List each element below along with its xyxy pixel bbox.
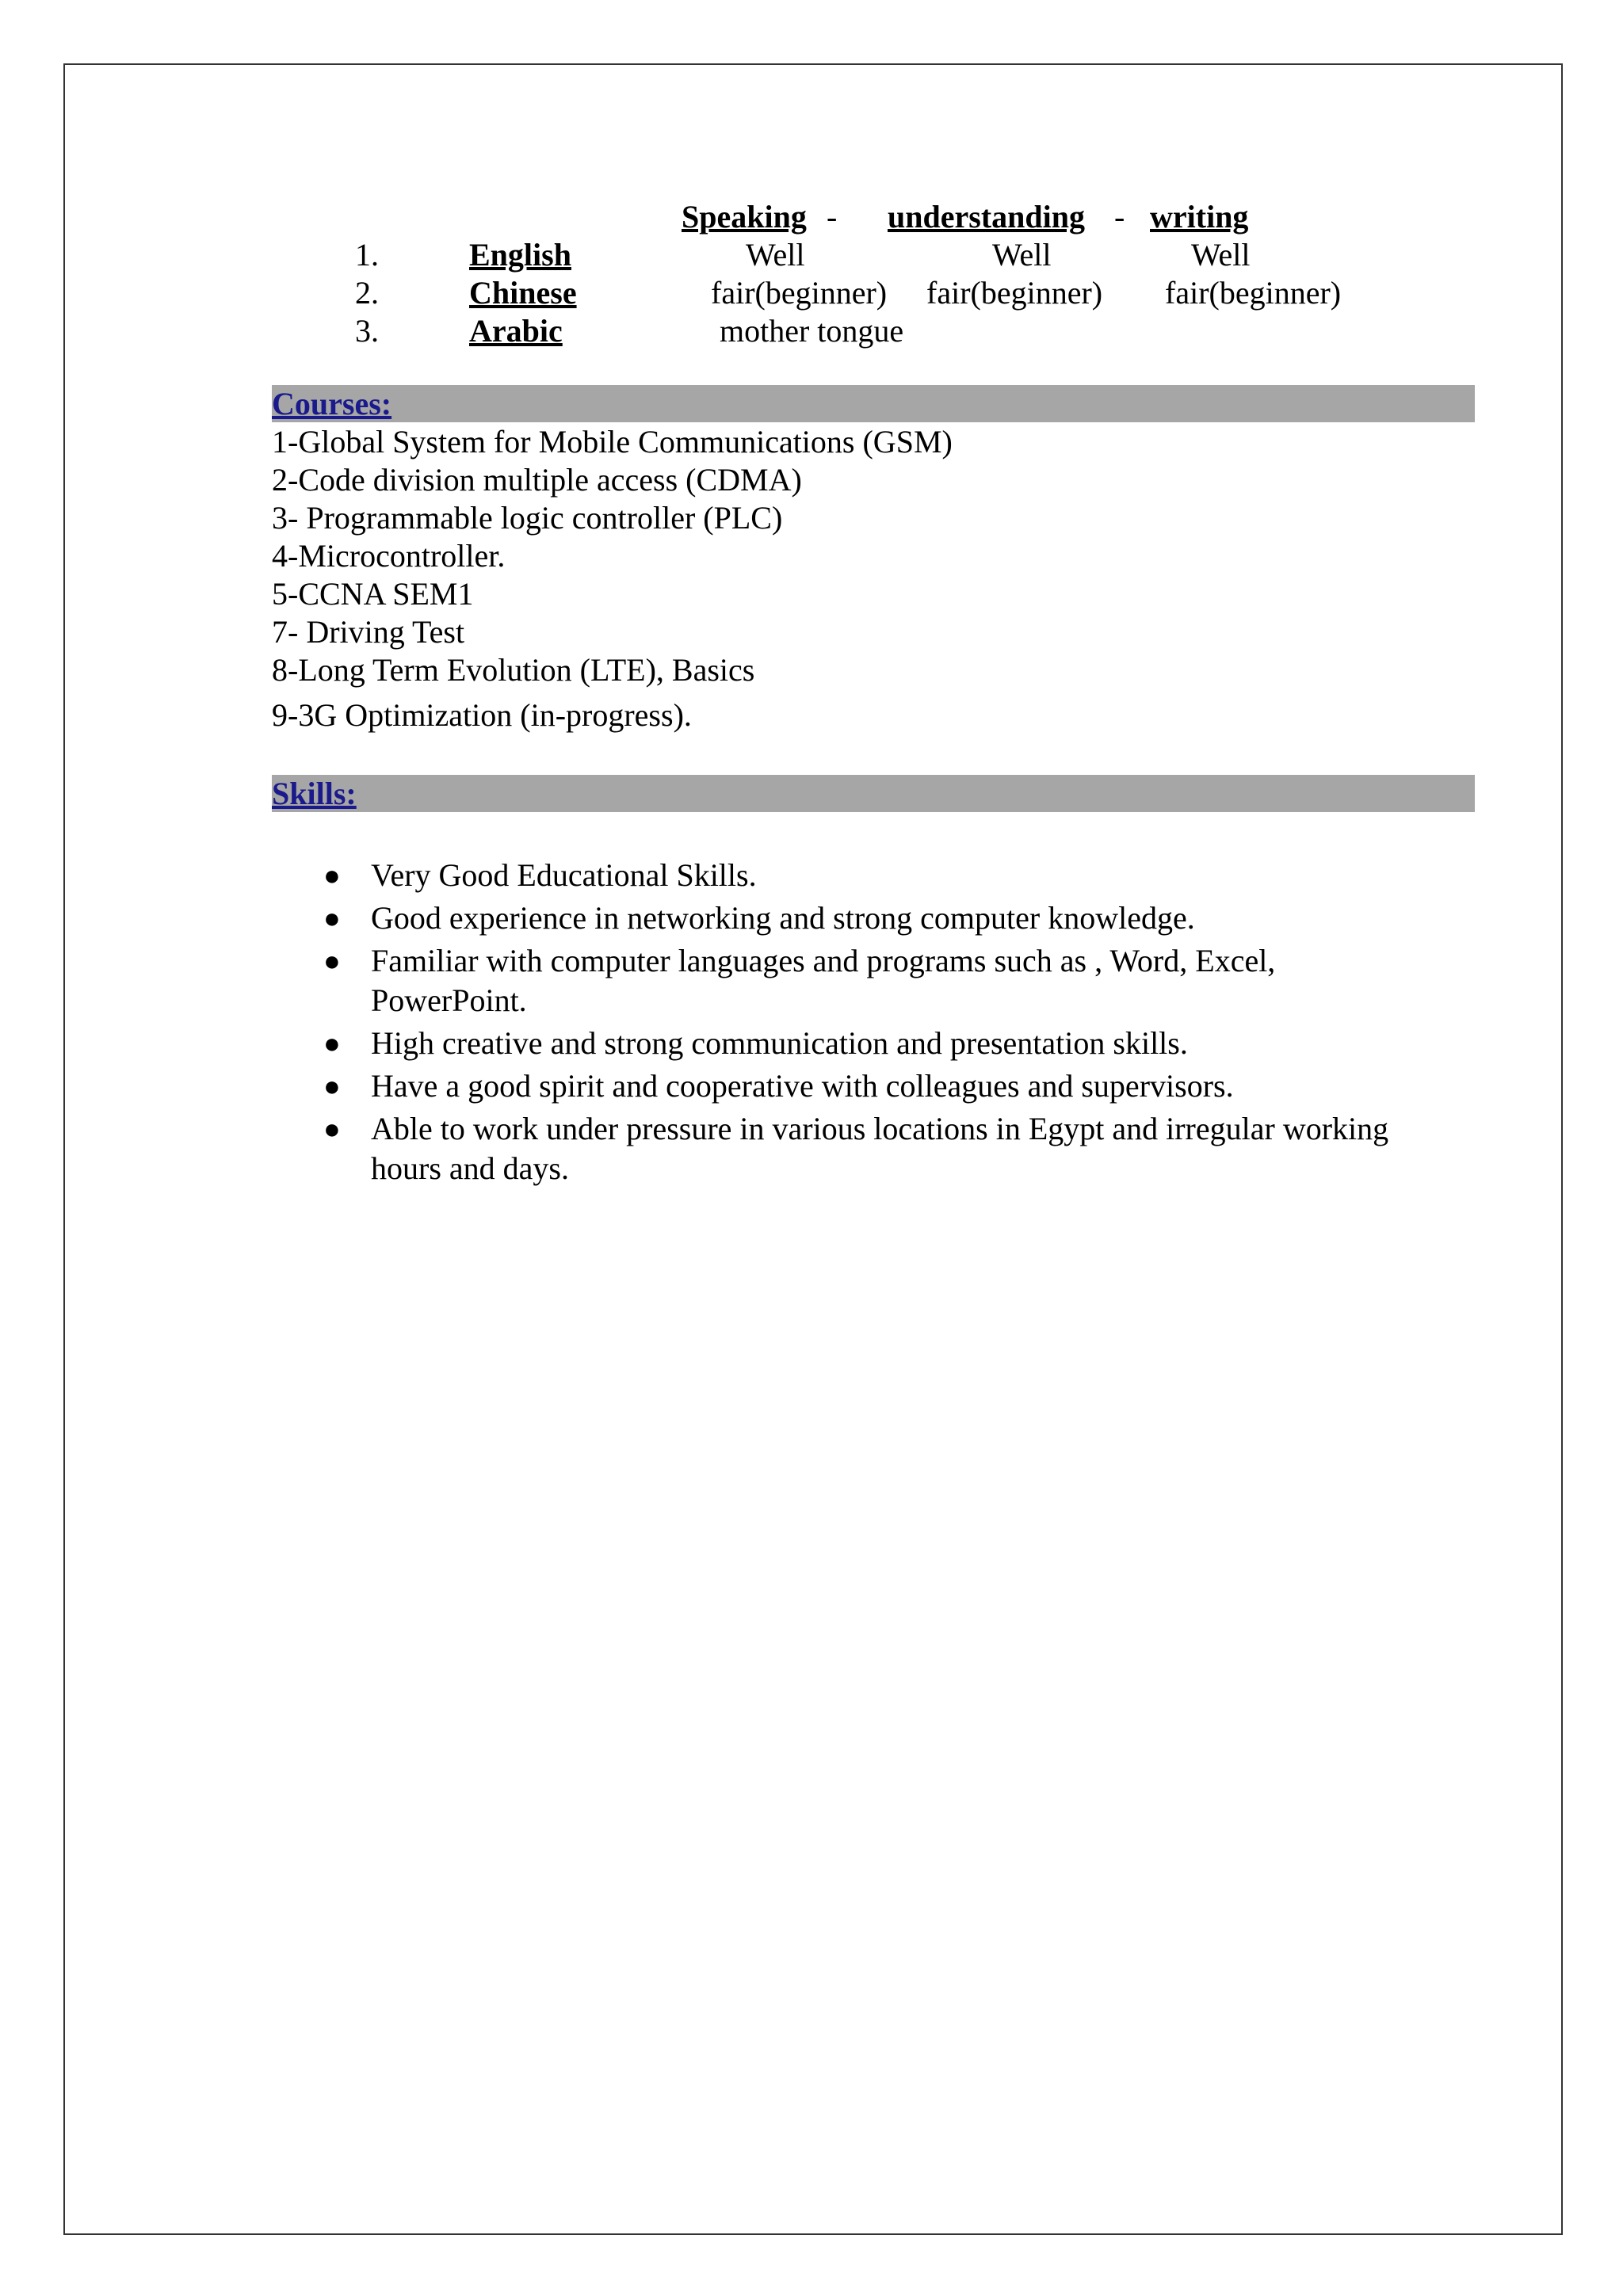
skill-item xyxy=(323,856,1401,895)
row-number: 2. xyxy=(355,275,379,311)
skill-item xyxy=(323,1024,1401,1063)
language-name: English xyxy=(469,237,571,273)
header-separator: - xyxy=(827,199,838,235)
language-row xyxy=(0,274,1623,312)
skills-section-bar xyxy=(272,775,1475,812)
skill-item xyxy=(323,941,1401,1020)
bullet-icon: ● xyxy=(323,945,341,977)
bullet-icon: ● xyxy=(323,860,341,891)
course-item: 4-Microcontroller. xyxy=(272,538,506,574)
writing-header: writing xyxy=(1150,199,1249,235)
skills-heading: Skills: xyxy=(272,776,357,811)
bullet-icon: ● xyxy=(323,902,341,934)
skill-text: High creative and strong communication and presentation skills. xyxy=(371,1025,1188,1061)
bullet-icon: ● xyxy=(323,1113,341,1145)
writing-level: Well xyxy=(1191,237,1251,273)
speaking-header: Speaking xyxy=(682,199,807,235)
understanding-level: Well xyxy=(992,237,1052,273)
language-row xyxy=(0,312,1623,350)
languages-header xyxy=(0,198,1623,236)
understanding-level: fair(beginner) xyxy=(926,275,1103,311)
speaking-level: mother tongue xyxy=(720,313,904,349)
header-separator: - xyxy=(1114,199,1125,235)
language-name: Chinese xyxy=(469,275,577,311)
row-number: 1. xyxy=(355,237,379,273)
row-number: 3. xyxy=(355,313,379,349)
bullet-icon: ● xyxy=(323,1028,341,1059)
course-item: 7- Driving Test xyxy=(272,614,465,650)
bullet-icon: ● xyxy=(323,1070,341,1102)
skill-item xyxy=(323,1109,1401,1188)
course-item: 2-Code division multiple access (CDMA) xyxy=(272,462,802,498)
skills-list xyxy=(323,856,1401,1192)
skill-text: Have a good spirit and cooperative with colleagues and supervisors. xyxy=(371,1068,1234,1104)
language-name: Arabic xyxy=(469,313,563,349)
course-item: 9-3G Optimization (in-progress). xyxy=(272,697,692,733)
course-item: 5-CCNA SEM1 xyxy=(272,576,474,612)
courses-list xyxy=(272,423,953,734)
skill-text: Familiar with computer languages and programs such as , Word, Excel, PowerPoint. xyxy=(371,943,1276,1018)
course-item: 8-Long Term Evolution (LTE), Basics xyxy=(272,652,755,688)
skill-text: Very Good Educational Skills. xyxy=(371,857,757,893)
skill-text: Able to work under pressure in various locations in Egypt and irregular working hours and days. xyxy=(371,1111,1389,1186)
skill-text: Good experience in networking and strong computer knowledge. xyxy=(371,900,1195,936)
courses-section-bar xyxy=(272,385,1475,422)
skill-item xyxy=(323,1066,1401,1106)
skill-item xyxy=(323,898,1401,938)
course-item: 3- Programmable logic controller (PLC) xyxy=(272,500,783,536)
speaking-level: fair(beginner) xyxy=(711,275,888,311)
understanding-header: understanding xyxy=(888,199,1085,235)
writing-level: fair(beginner) xyxy=(1165,275,1342,311)
courses-heading: Courses: xyxy=(272,386,392,421)
language-row xyxy=(0,236,1623,274)
speaking-level: Well xyxy=(746,237,805,273)
course-item: 1-Global System for Mobile Communications (GSM) xyxy=(272,424,953,460)
